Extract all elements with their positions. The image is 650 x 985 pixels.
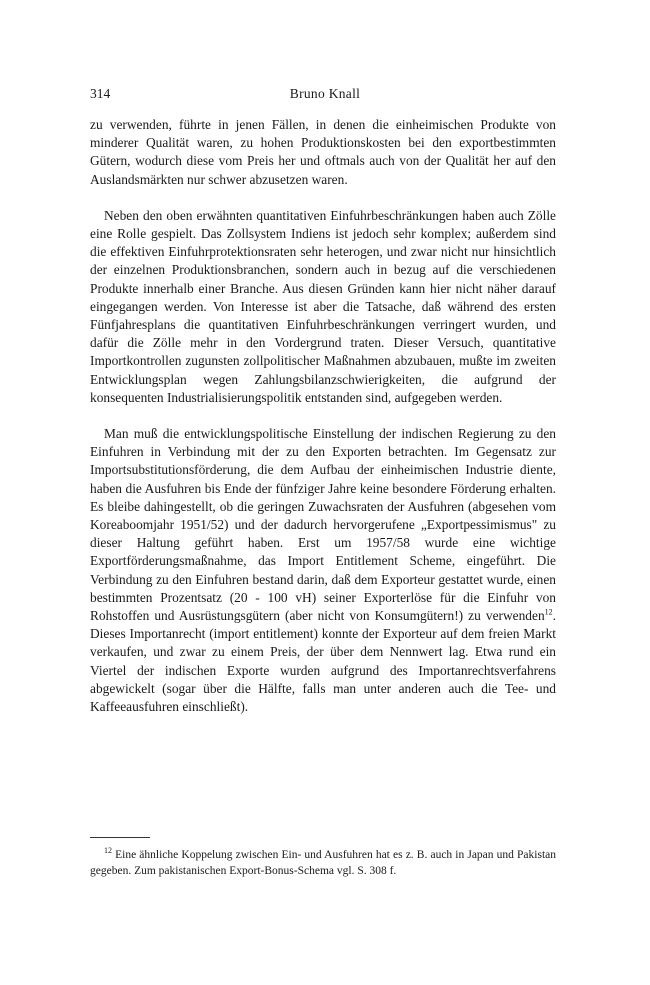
paragraph-tariffs: Neben den oben erwähnten quantitativen Einfuhrbeschränkungen haben auch Zölle eine Rolle gespielt. Das Zollsystem Indiens ist jedoch sehr komplex; außerdem sind die effektiven Einfuhrprotektionsraten sehr heterogen, und zwar nicht nur hinsichtlich der einzelnen Produktionsbranchen, sondern auch in bezug auf die verschiedenen Produkte innerhalb einer Branche. Aus diesen Gründen kann hier nicht näher darauf eingegangen werden. Von Interesse ist aber die Tatsache, daß während des ersten Fünfjahresplans die quantitativen Einfuhrbeschränkungen verringert wurden, und dafür die Zölle mehr in den Vordergrund traten. Dieser Versuch, quantitative Importkontrollen zugunsten zollpolitischer Maßnahmen abzubauen, mußte im zweiten Entwicklungsplan wegen Zahlungsbilanzschwierigkeiten, die aufgrund der konsequenten Industrialisierungspolitik entstanden sind, aufgegeben werden.	[90, 207, 556, 405]
page-header	[90, 86, 560, 106]
footnote	[90, 848, 556, 879]
footnote-text: Eine ähnliche Koppelung zwischen Ein- und Ausfuhren hat es z. B. auch in Japan und Pakistan gegeben. Zum pakistanischen Export-Bonus-Schema vgl. S. 308 f.	[90, 849, 556, 877]
footnote-marker: 12	[104, 846, 112, 856]
paragraph-continuation: zu verwenden, führte in jenen Fällen, in denen die einheimischen Produkte von minderer Qualität waren, zu hohen Produktionskosten bei den exportbestimmten Gütern, wodurch diese vom Preis her und oftmals auch von der Qualität her auf den Auslandsmärkten nur schwer abzusetzen waren.	[90, 117, 556, 187]
footnote-reference: 12	[544, 607, 553, 617]
footnote-divider	[90, 837, 150, 838]
paragraph-exports-text-rest: . Dieses Importanrecht (import entitlement) konnte der Exporteur auf dem freien Markt verkaufen, und zwar zu einem Preis, der über dem Nennwert lag. Etwa rund ein Viertel der indischen Exporte wurden aufgrund des Importanrechtsverfahrens abgewickelt (sogar über die Hälfte, falls man unter anderen auch die Tee- und Kaffeeausfuhren einschließt).	[90, 608, 556, 715]
paragraph-exports	[90, 425, 556, 716]
page-number: 314	[90, 86, 111, 101]
body-text	[90, 116, 556, 734]
running-head-author: Bruno Knall	[289, 86, 361, 101]
paragraph-exports-text: Man muß die entwicklungspolitische Einstellung der indischen Regierung zu den Einfuhren in Verbindung mit der zu den Exporten betrachten. Im Gegensatz zur Importsubstitutionsförderung, die dem Aufbau der einheimischen Industrie diente, haben die Ausfuhren bis Ende der fünfziger Jahre keine besondere Förderung erhalten. Es bleibe dahingestellt, ob die geringen Zuwachsraten der Ausfuhren (abgesehen vom Koreaboomjahr 1951/52) und der dadurch hervorgerufene „Exportpessimismus" zu dieser Haltung geführt haben. Erst um 1957/58 wurde eine wichtige Exportförderungsmaßnahme, das Import Entitlement Scheme, eingeführt. Die Verbindung zu den Einfuhren bestand darin, daß dem Exporteur gestattet wurde, einen bestimmten Prozentsatz (20 - 100 vH) seiner Exporterlöse für die Einfuhr von Rohstoffen und Ausrüstungsgütern (aber nicht von Konsumgütern!) zu verwenden	[90, 426, 556, 624]
